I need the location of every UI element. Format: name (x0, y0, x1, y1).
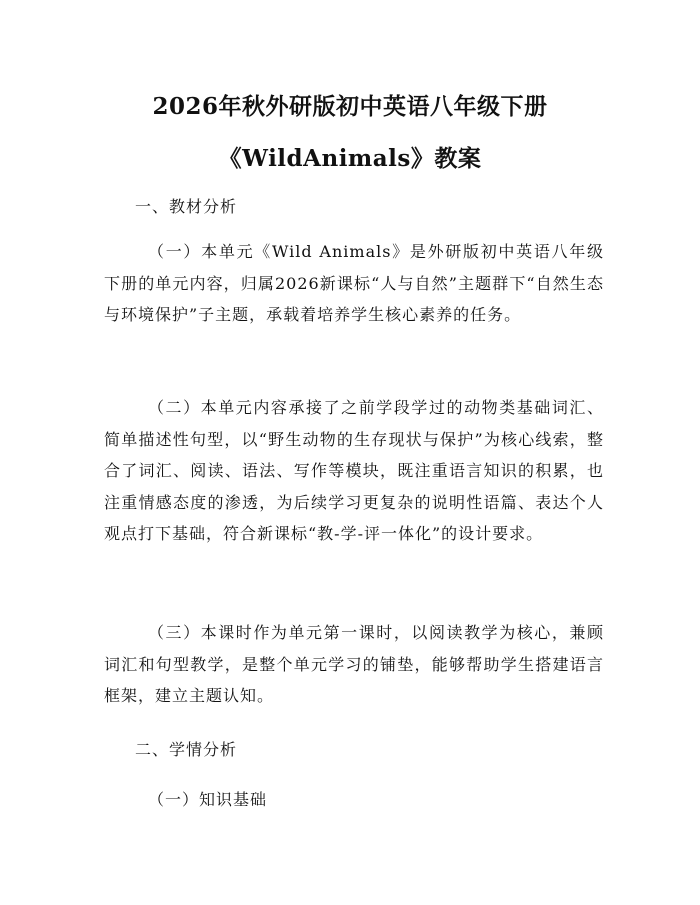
section-heading-student-analysis: 二、学情分析 (135, 740, 238, 759)
subsection-heading-knowledge-base: （一）知识基础 (148, 790, 268, 809)
document-title-line-1: 2026年秋外研版初中英语八年级下册 (152, 93, 548, 120)
document-title-line-2: 《WildAnimals》教案 (218, 145, 482, 172)
paragraph-2: （二）本单元内容承接了之前学段学过的动物类基础词汇、简单描述性句型，以“野生动物的生存现状与保护”为核心线索，整合了词汇、阅读、语法、写作等模块，既注重语言知识的积累，也注重情感态度的渗透，为后续学习更复杂的说明性语篇、表达个人观点打下基础，符合新课标“教-学-评一体化”的设计要求。 (104, 398, 604, 543)
paragraph-1: （一）本单元《Wild Animals》是外研版初中英语八年级下册的单元内容，归属2026新课标“人与自然”主题群下“自然生态与环境保护”子主题，承载着培养学生核心素养的任务。 (104, 242, 604, 324)
section-heading-textbook-analysis: 一、教材分析 (135, 197, 238, 216)
paragraph-3: （三）本课时作为单元第一课时，以阅读教学为核心，兼顾词汇和句型教学，是整个单元学习的铺垫，能够帮助学生搭建语言框架，建立主题认知。 (104, 623, 604, 705)
